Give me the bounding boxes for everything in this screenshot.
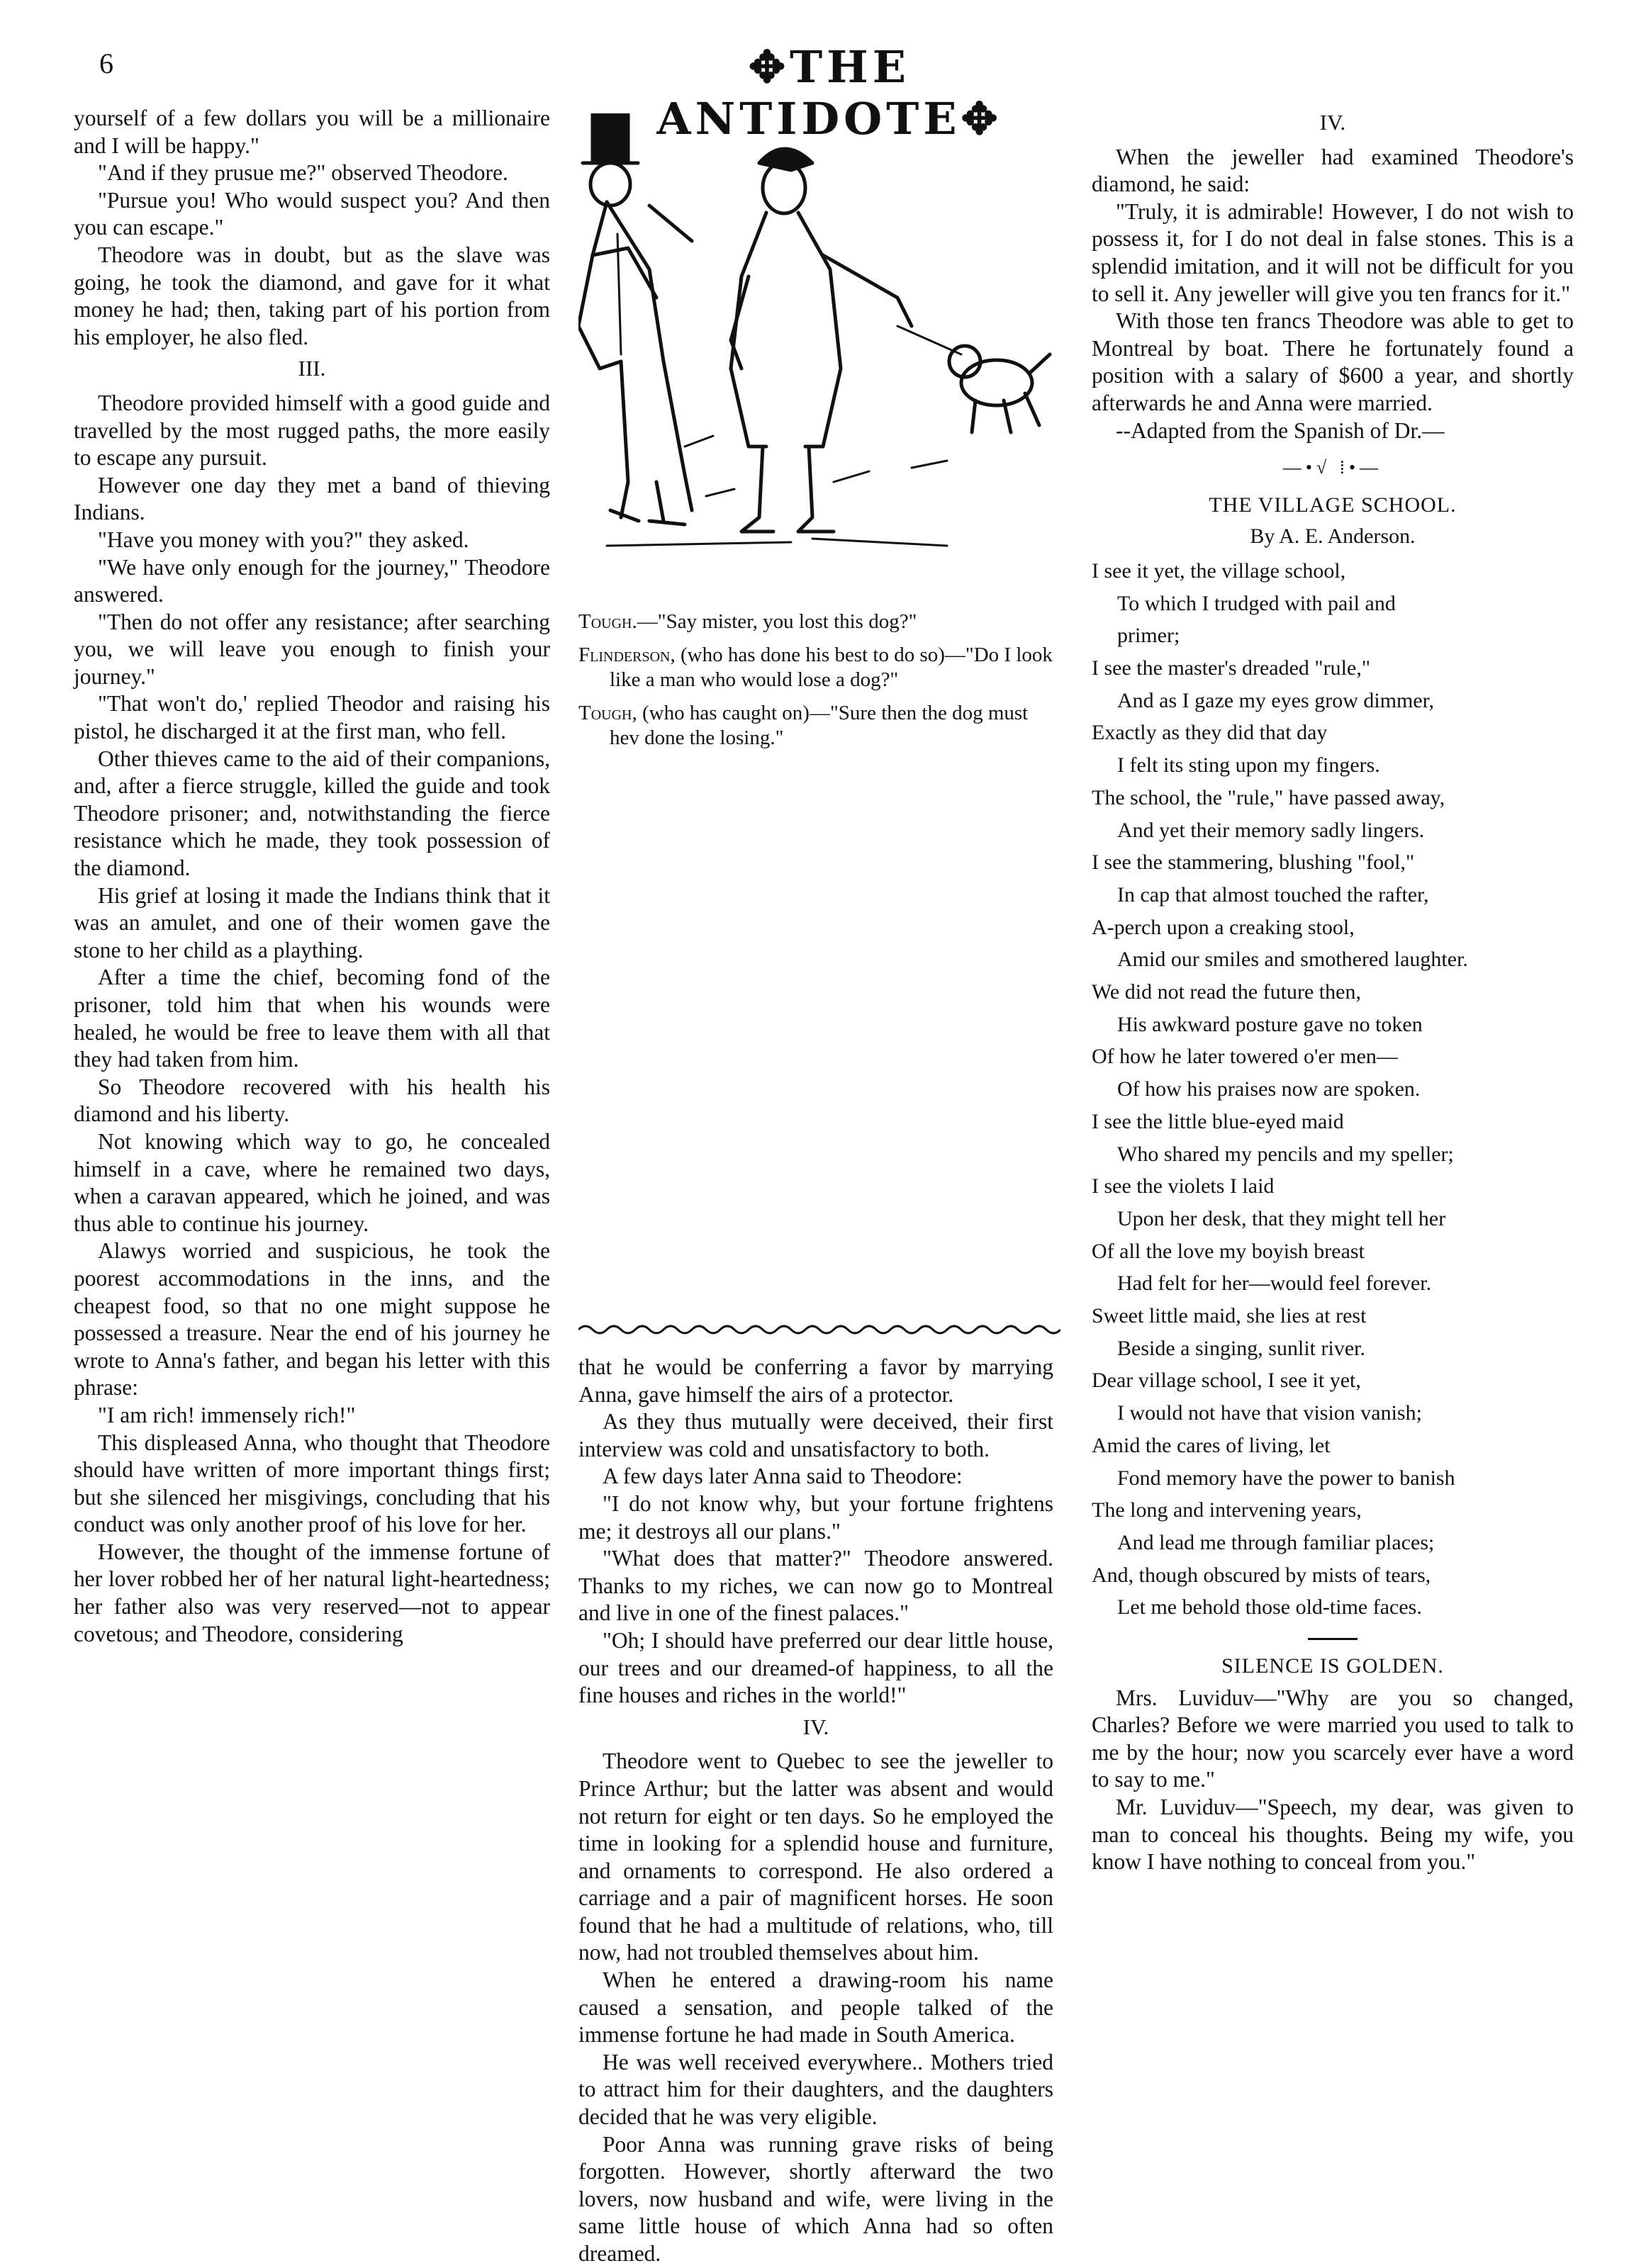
- poem-line: Upon her desk, that they might tell her: [1117, 1206, 1446, 1230]
- paragraph: When he entered a drawing-room his name caused a sensation, and people talked of the immense fortune he had made in South America.: [578, 1967, 1053, 2048]
- page-number: 6: [99, 47, 113, 79]
- section-heading: III.: [298, 356, 326, 381]
- paragraph: Alawys worried and suspicious, he took the poorest accommodations in the inns, and the cheapest food, so that no one might suppose he possessed a treasure. Near the end of his journey he wrote to Anna's father, and began his letter with this phrase:: [74, 1238, 550, 1400]
- caption-text: (who has done his best to do so)—"Do I look like a man who would lose a dog?": [610, 644, 1053, 691]
- cartoon-illustration: [578, 113, 1075, 588]
- paragraph: With those ten francs Theodore was able to get to Montreal by boat. There he fortunately found a position with a salary of $600 a year, and shortly afterwards he and Anna were married.: [1092, 308, 1574, 415]
- poem-line: I see the stammering, blushing "fool,": [1092, 850, 1415, 875]
- column-left: [74, 105, 550, 1648]
- poem-line: To which I trudged with pail and: [1117, 591, 1396, 615]
- poem-byline: By A. E. Anderson.: [1250, 524, 1416, 549]
- poem-line: Amid the cares of living, let: [1092, 1433, 1331, 1457]
- poem-line: And yet their memory sadly lingers.: [1117, 818, 1425, 842]
- poem-line: I felt its sting upon my fingers.: [1117, 753, 1380, 777]
- paragraph: As they thus mutually were deceived, their first interview was cold and unsatisfactory to both.: [578, 1409, 1053, 1461]
- poem-line: And as I gaze my eyes grow dimmer,: [1117, 688, 1434, 712]
- paragraph: This displeased Anna, who thought that Theodore should have written of more important things first; but she silenced her misgivings, concluding that his conduct was only another proof of his love for her.: [74, 1430, 550, 1537]
- paragraph: Not knowing which way to go, he concealed himself in a cave, where he remained two days, when a caravan appeared, which he joined, and was thus able to continue his journey.: [74, 1128, 550, 1236]
- paragraph: "Have you money with you?" they asked.: [98, 527, 469, 552]
- poem-line: Fond memory have the power to banish: [1117, 1466, 1455, 1490]
- short-rule-divider: [1308, 1638, 1357, 1640]
- section-heading: IV.: [1319, 110, 1346, 135]
- poem-line: Of how he later towered o'er men—: [1092, 1045, 1398, 1069]
- poem-line: Who shared my pencils and my speller;: [1117, 1142, 1454, 1166]
- poem-line: Had felt for her—would feel forever.: [1117, 1271, 1432, 1296]
- wavy-divider: [578, 1321, 1060, 1338]
- paragraph: "Truly, it is admirable! However, I do not wish to possess it, for I do not deal in false stones. This is a splendid imitation, and it will not be difficult for you to sell it. Any jeweller will give you ten francs for it.": [1092, 198, 1574, 306]
- paragraph: --Adapted from the Spanish of Dr.—: [1116, 417, 1445, 443]
- poem-line: Amid our smiles and smothered laughter.: [1117, 948, 1468, 972]
- paragraph: When the jeweller had examined Theodore's diamond, he said:: [1092, 144, 1574, 197]
- paragraph: "I am rich! immensely rich!": [98, 1402, 356, 1427]
- poem-line: I would not have that vision vanish;: [1117, 1401, 1422, 1425]
- paragraph: "And if they prusue me?" observed Theodore.: [98, 160, 508, 186]
- paragraph: yourself of a few dollars you will be a millionaire and I will be happy.": [74, 106, 550, 158]
- paragraph: However one day they met a band of thieving Indians.: [74, 472, 550, 525]
- poem-line: Exactly as they did that day: [1092, 721, 1328, 745]
- poem-line: Sweet little maid, she lies at rest: [1092, 1304, 1367, 1328]
- poem-line: The school, the "rule," have passed away,: [1092, 785, 1445, 809]
- paragraph: However, the thought of the immense fortune of her lover robbed her of her natural light-heartedness; her father also was very reserved—not to appear covetous; and Theodore, considering: [74, 1539, 550, 1646]
- paragraph: So Theodore recovered with his health his diamond and his liberty.: [74, 1074, 550, 1127]
- poem-body: [1092, 555, 1574, 1624]
- paragraph: Theodore provided himself with a good guide and travelled by the most rugged paths, the more easily to escape any pursuit.: [74, 390, 550, 471]
- paragraph: A few days later Anna said to Theodore:: [603, 1464, 963, 1489]
- joke-title: SILENCE IS GOLDEN.: [1221, 1654, 1444, 1678]
- poem-line: A-perch upon a creaking stool,: [1092, 915, 1355, 939]
- paragraph: "Then do not offer any resistance; after searching you, we will leave you enough to finish your journey.": [74, 609, 550, 689]
- caption-text: (who has caught on)—"Sure then the dog must hev done the losing.": [610, 702, 1029, 749]
- paragraph: Mrs. Luviduv—"Why are you so changed, Charles? Before we were married you used to talk to me by the hour; now you scarcely ever have a word to say to me.": [1092, 1685, 1574, 1792]
- paragraph: "What does that matter?" Theodore answered. Thanks to my riches, we can now go to Montreal and live in one of the finest palaces.": [578, 1546, 1053, 1626]
- cartoon-caption: [578, 610, 1060, 759]
- paragraph: His grief at losing it made the Indians think that it was an amulet, and one of their women gave the stone to her child as a plaything.: [74, 882, 550, 962]
- paragraph: Mr. Luviduv—"Speech, my dear, was given to man to conceal his thoughts. Being my wife, you know I have nothing to conceal from you.": [1092, 1795, 1574, 1875]
- paragraph: "Pursue you! Who would suspect you? And then you can escape.": [74, 187, 550, 240]
- poem-line: I see it yet, the village school,: [1092, 558, 1346, 583]
- poem-line: Of how his praises now are spoken.: [1117, 1077, 1421, 1101]
- paragraph: Theodore was in doubt, but as the slave was going, he took the diamond, and gave for it what money he had; then, taking part of his portion from his employer, he also fled.: [74, 242, 550, 349]
- section-heading: IV.: [802, 1714, 829, 1739]
- poem-line: And, though obscured by mists of tears,: [1092, 1563, 1431, 1587]
- poem-line: We did not read the future then,: [1092, 980, 1361, 1004]
- caption-speaker: Flinderson,: [578, 644, 676, 666]
- paragraph: Poor Anna was running grave risks of being forgotten. However, shortly afterward the two lovers, now husband and wife, were living in the same little house of which Anna had so often dreamed.: [578, 2131, 1053, 2266]
- column-middle: [578, 1354, 1053, 2268]
- poem-line: The long and intervening years,: [1092, 1498, 1362, 1522]
- poem-line: And lead me through familiar places;: [1117, 1531, 1435, 1554]
- poem-line: Beside a singing, sunlit river.: [1117, 1336, 1365, 1360]
- paragraph: Other thieves came to the aid of their companions, and, after a fierce struggle, killed the guide and took Theodore prisoner; and, notwithstanding the fierce resistance which he made, they took possession of the diamond.: [74, 746, 550, 881]
- caption-speaker: Tough,: [578, 702, 637, 724]
- paragraph: Theodore went to Quebec to see the jeweller to Prince Arthur; but the latter was absent and would not return for eight or ten days. So he employed the time in looking for a splendid house and furniture, and ornaments to correspond. He also ordered a carriage and a pair of magnificent horses. He soon found that he had a multitude of relations, who, till now, had not troubled themselves about him.: [578, 1748, 1053, 1965]
- paragraph: that he would be conferring a favor by marrying Anna, gave himself the airs of a protector.: [578, 1354, 1053, 1407]
- poem-line: Of all the love my boyish breast: [1092, 1239, 1365, 1263]
- poem-line: Let me behold those old-time faces.: [1117, 1595, 1422, 1619]
- paragraph: "I do not know why, but your fortune frightens me; it destroys all our plans.": [578, 1491, 1053, 1544]
- caption-text: —"Say mister, you lost this dog?": [637, 610, 917, 633]
- paragraph: "We have only enough for the journey," Theodore answered.: [74, 554, 550, 607]
- poem-line: I see the violets I laid: [1092, 1174, 1275, 1198]
- poem-line: I see the little blue-eyed maid: [1092, 1109, 1344, 1133]
- caption-speaker: Tough.: [578, 610, 637, 633]
- poem-line: I see the master's dreaded "rule,": [1092, 656, 1371, 680]
- column-right: [1092, 105, 1574, 1876]
- paragraph: After a time the chief, becoming fond of the prisoner, told him that when his wounds were healed, he would be free to leave them with all that they had taken from him.: [74, 965, 550, 1072]
- ornament-divider: —•√ ⁞•—: [1282, 457, 1383, 478]
- paragraph: "Oh; I should have preferred our dear little house, our trees and our dreamed-of happiness, to all the fine houses and riches in the world!": [578, 1627, 1053, 1708]
- paragraph: "That won't do,' replied Theodor and raising his pistol, he discharged it at the first man, who fell.: [74, 691, 550, 744]
- masthead-title: ✥THE ANTIDOTE✥: [656, 41, 1002, 145]
- paragraph: He was well received everywhere.. Mothers tried to attract him for their daughters, and the daughters decided that he was very eligible.: [578, 2049, 1053, 2130]
- poem-line: In cap that almost touched the rafter,: [1117, 882, 1429, 906]
- poem-title: THE VILLAGE SCHOOL.: [1209, 493, 1457, 517]
- poem-line: Dear village school, I see it yet,: [1092, 1369, 1361, 1393]
- poem-line: His awkward posture gave no token: [1117, 1012, 1423, 1036]
- poem-line: primer;: [1117, 624, 1180, 648]
